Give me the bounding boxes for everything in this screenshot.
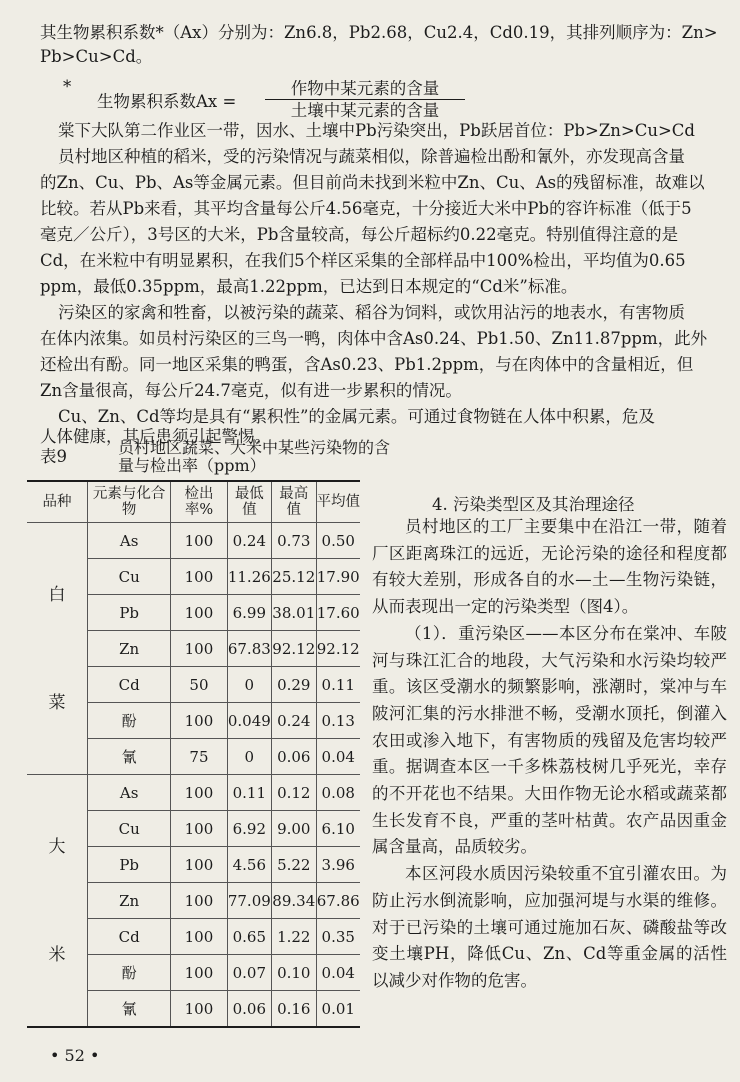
cell-min: 77.09 <box>227 883 271 919</box>
footnote-star: * <box>63 77 72 96</box>
cell-rate: 100 <box>171 559 227 595</box>
cell-element: Zn <box>88 631 171 667</box>
table-row <box>27 775 360 811</box>
cell-max: 0.24 <box>272 703 316 739</box>
cell-max: 89.34 <box>272 883 316 919</box>
header-variety: 品种 <box>27 481 88 523</box>
text-line: 污染区的家禽和牲畜，以被污染的蔬菜、稻谷为饲料，或饮用沾污的地表水，有害物质 <box>58 303 685 322</box>
cell-max: 0.16 <box>272 991 316 1028</box>
cell-rate: 100 <box>171 883 227 919</box>
cell-max: 1.22 <box>272 919 316 955</box>
cell-rate: 100 <box>171 523 227 559</box>
cell-rate: 50 <box>171 667 227 703</box>
group-char: 白 <box>48 584 66 605</box>
paragraph: 员村地区的工厂主要集中在沿江一带，随着厂区距离珠江的远近，无论污染的途径和程度都有较大差别，形成各自的水—土—生物污染链，从而表现出一定的污染类型（图4）。 <box>372 517 727 617</box>
formula-lhs: 生物累积系数Ax = <box>97 92 237 111</box>
cell-avg: 3.96 <box>316 847 360 883</box>
cell-element: Pb <box>88 595 171 631</box>
cell-element: 酚 <box>88 955 171 991</box>
cell-max: 5.22 <box>272 847 316 883</box>
header-element: 元素与化合物 <box>88 481 171 523</box>
cell-max: 25.12 <box>272 559 316 595</box>
text-line: 其生物累积系数*（Ax）分别为：Zn6.8，Pb2.68，Cu2.4，Cd0.19，其排列顺序为：Zn> <box>40 23 718 42</box>
text-line: 比较。若从Pb来看，其平均含量每公斤4.56毫克，十分接近大米中Pb的容许标准（低于5 <box>40 199 692 218</box>
cell-min: 0.049 <box>227 703 271 739</box>
cell-element: Cd <box>88 667 171 703</box>
text-line: Cd，在米粒中有明显累积，在我们5个样区采集的全部样品中100%检出，平均值为0.65 <box>40 251 686 270</box>
header-max: 最高值 <box>272 481 316 523</box>
cell-min: 6.99 <box>227 595 271 631</box>
cell-element: Cu <box>88 559 171 595</box>
cell-avg: 0.04 <box>316 739 360 775</box>
cell-max: 38.01 <box>272 595 316 631</box>
cell-element: 氰 <box>88 739 171 775</box>
text-line: 棠下大队第二作业区一带，因水、土壤中Pb污染突出，Pb跃居首位：Pb>Zn>Cu>Cd <box>58 121 695 140</box>
formula-numerator: 作物中某元素的含量 <box>290 79 440 98</box>
cell-min: 0.06 <box>227 991 271 1028</box>
cell-element: Cd <box>88 919 171 955</box>
header-detection-rate: 检出率% <box>171 481 227 523</box>
cell-min: 0 <box>227 739 271 775</box>
cell-min: 67.83 <box>227 631 271 667</box>
cell-element: Pb <box>88 847 171 883</box>
text-line: Zn含量很高，每公斤24.7毫克，似有进一步累积的情况。 <box>40 381 462 400</box>
group-label-rice <box>27 775 88 1028</box>
cell-max: 0.10 <box>272 955 316 991</box>
header-min: 最低值 <box>227 481 271 523</box>
right-column-text <box>372 514 727 995</box>
accumulation-formula <box>55 79 475 119</box>
cell-rate: 100 <box>171 811 227 847</box>
cell-rate: 100 <box>171 775 227 811</box>
group-gap <box>27 871 87 931</box>
cell-element: As <box>88 775 171 811</box>
table-row <box>27 523 360 559</box>
text-line: Pb>Cu>Cd。 <box>40 47 153 66</box>
cell-max: 9.00 <box>272 811 316 847</box>
cell-rate: 100 <box>171 595 227 631</box>
cell-rate: 100 <box>171 919 227 955</box>
cell-max: 0.73 <box>272 523 316 559</box>
paragraph: 本区河段水质因污染较重不宜引灌农田。为防止污水倒流影响，应加强河堤与水渠的维修。对于已污染的土壤可通过施加石灰、磷酸盐等改变土壤PH，降低Cu、Zn、Cd等重金属的活性以减少对作物的危害。 <box>372 864 727 990</box>
text-line: 员村地区种植的稻米，受的污染情况与蔬菜相似，除普遍检出酚和氰外，亦发现高含量 <box>58 147 685 166</box>
cell-rate: 100 <box>171 847 227 883</box>
text-line: 还检出有酚。同一地区采集的鸭蛋，含As0.23、Pb1.2ppm，与在肉体中的含量相近，但 <box>40 355 694 374</box>
cell-avg: 0.50 <box>316 523 360 559</box>
cell-min: 0.24 <box>227 523 271 559</box>
text-line: 在体内浓集。如员村污染区的三鸟一鸭，肉体中含As0.24、Pb1.50、Zn11.87ppm，此外 <box>40 329 708 348</box>
group-label-cabbage <box>27 523 88 775</box>
cell-min: 0.65 <box>227 919 271 955</box>
group-char: 米 <box>48 944 66 965</box>
cell-avg: 0.13 <box>316 703 360 739</box>
table-title: 员村地区蔬菜、大米中某些污染物的含量与检出率（ppm） <box>118 438 391 475</box>
cell-element: Zn <box>88 883 171 919</box>
cell-avg: 92.12 <box>316 631 360 667</box>
cell-avg: 0.04 <box>316 955 360 991</box>
cell-rate: 100 <box>171 703 227 739</box>
cell-element: Cu <box>88 811 171 847</box>
section-heading: 4. 污染类型区及其治理途径 <box>432 495 635 514</box>
cell-min: 0.07 <box>227 955 271 991</box>
cell-avg: 0.11 <box>316 667 360 703</box>
cell-rate: 75 <box>171 739 227 775</box>
cell-element: As <box>88 523 171 559</box>
group-gap <box>27 619 87 679</box>
text-line: 毫克／公斤），3号区的大米，Pb含量较高，每公斤超标约0.22毫克。特别值得注意的是 <box>40 225 679 244</box>
cell-max: 92.12 <box>272 631 316 667</box>
text-line: Cu、Zn、Cd等均是具有“累积性”的金属元素。可通过食物链在人体中积累，危及 <box>58 407 655 426</box>
cell-rate: 100 <box>171 955 227 991</box>
cell-avg: 6.10 <box>316 811 360 847</box>
header-avg: 平均值 <box>316 481 360 523</box>
cell-rate: 100 <box>171 991 227 1028</box>
cell-max: 0.06 <box>272 739 316 775</box>
cell-min: 6.92 <box>227 811 271 847</box>
cell-max: 0.12 <box>272 775 316 811</box>
text-line: 的Zn、Cu、Pb、As等金属元素。但目前尚未找到米粒中Zn、Cu、As的残留标准，故难以 <box>40 173 705 192</box>
cell-element: 酚 <box>88 703 171 739</box>
cell-avg: 0.08 <box>316 775 360 811</box>
text-line: 人体健康，其后患须引起警惕。 <box>40 427 271 446</box>
group-char: 菜 <box>48 692 66 713</box>
formula-denominator: 土壤中某元素的含量 <box>290 101 440 120</box>
cell-min: 0 <box>227 667 271 703</box>
formula-fraction <box>265 79 465 120</box>
cell-min: 11.26 <box>227 559 271 595</box>
cell-min: 4.56 <box>227 847 271 883</box>
cell-min: 0.11 <box>227 775 271 811</box>
paragraph: （1）．重污染区——本区分布在棠冲、车陂河与珠江汇合的地段，大气污染和水污染均较严重。该区受潮水的频繁影响，涨潮时，棠冲与车陂河汇集的污水排泄不畅，受潮水顶托，倒灌入农田或渗入地下，有害物质的残留及危害均较严重。据调查本区一千多株荔枝树几乎死光，幸存的不开花也不结果。大田作物无论水稻或蔬菜都生长发育不良，严重的茎叶枯黄。农产品因重金属含量高，品质较劣。 <box>372 623 727 857</box>
cell-avg: 0.01 <box>316 991 360 1028</box>
cell-avg: 17.60 <box>316 595 360 631</box>
table-label: 表9 <box>40 447 67 466</box>
pollutant-table <box>27 480 360 1028</box>
cell-rate: 100 <box>171 631 227 667</box>
cell-element: 氰 <box>88 991 171 1028</box>
table-header-row <box>27 481 360 523</box>
cell-avg: 67.86 <box>316 883 360 919</box>
cell-avg: 17.90 <box>316 559 360 595</box>
cell-avg: 0.35 <box>316 919 360 955</box>
text-line: ppm，最低0.35ppm，最高1.22ppm，已达到日本规定的“Cd米”标准。 <box>40 277 578 296</box>
cell-max: 0.29 <box>272 667 316 703</box>
group-char: 大 <box>48 836 66 857</box>
fraction-bar <box>265 99 465 100</box>
page-number: • 52 • <box>50 1046 100 1065</box>
